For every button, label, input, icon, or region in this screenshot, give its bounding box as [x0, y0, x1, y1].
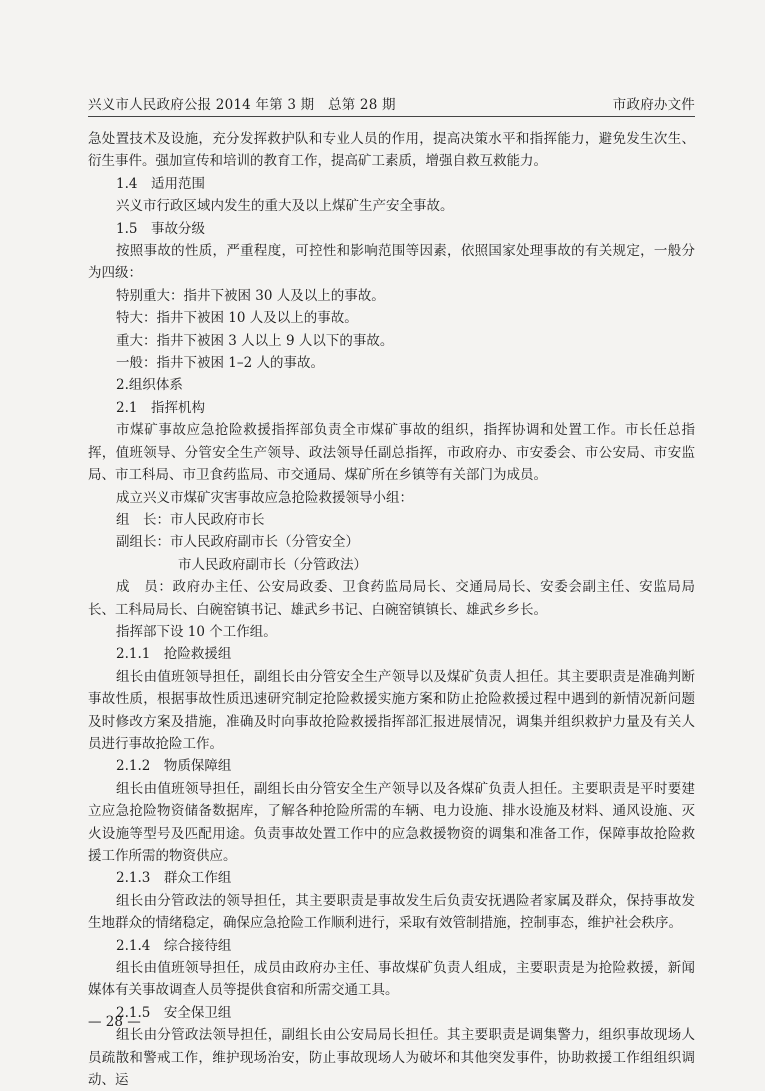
paragraph: 特别重大：指井下被困 30 人及以上的事故。 — [116, 287, 385, 304]
paragraph: 指挥部下设 10 个工作组。 — [116, 623, 277, 640]
paragraph: 组长由分管政法的领导担任，其主要职责是事故发生后负责安抚遇险者家属及群众，保持事故发生地群众的情绪稳定，确保应急抢险工作顺利进行，采取有效管制措施，控制事态，维护社会秩序。 — [88, 892, 695, 932]
paragraph: 市人民政府副市长（分管政法） — [178, 556, 367, 573]
paragraph: 2.1.2 物质保障组 — [116, 758, 232, 775]
paragraph: 兴义市行政区域内发生的重大及以上煤矿生产安全事故。 — [116, 198, 454, 215]
paragraph: 成立兴义市煤矿灾害事故应急抢险救援领导小组： — [116, 489, 413, 506]
paragraph: 组长由值班领导担任，副组长由分管安全生产领导以及煤矿负责人担任。其主要职责是准确判断事故性质，根据事故性质迅速研究制定抢险救援实施方案和防止抢险救援过程中遇到的新情况新问题及时修改方案及措施，准确及时向事故抢险救援指挥部汇报进展情况，调集并组织救护力量及有关人员进行事故抢险工作。 — [88, 668, 695, 752]
paragraph: 重大：指井下被困 3 人以上 9 人以下的事故。 — [116, 332, 394, 349]
paragraph: 2.组织体系 — [116, 377, 183, 394]
document-body — [88, 128, 695, 1091]
paragraph: 成 员：政府办主任、公安局政委、卫食药监局局长、交通局局长、安委会副主任、安监局局长、工科局局长、白碗窑镇书记、雄武乡书记、白碗窑镇镇长、雄武乡乡长。 — [88, 579, 695, 618]
header-section: 市政府办文件 — [612, 97, 695, 113]
paragraph: 2.1.3 群众工作组 — [116, 870, 232, 887]
paragraph: 按照事故的性质，严重程度，可控性和影响范围等因素，依照国家处理事故的有关规定，一般分为四级： — [88, 243, 695, 282]
paragraph: 组长由值班领导担任，成员由政府办主任、事故煤矿负责人组成，主要职责是为抢险救援，新闻媒体有关事故调查人员等提供食宿和所需交通工具。 — [88, 960, 695, 999]
paragraph: 一般：指井下被困 1–2 人的事故。 — [116, 355, 325, 372]
paragraph: 1.4 适用范围 — [116, 175, 205, 192]
paragraph: 组 长：市人民政府市长 — [116, 511, 265, 528]
paragraph: 1.5 事故分级 — [116, 220, 205, 237]
paragraph: 组长由分管政法领导担任，副组长由公安局局长担任。其主要职责是调集警力，组织事故现场人员疏散和警戒工作，维护现场治安，防止事故现场人为破坏和其他突发事件，协助救援工作组组织调动、运 — [88, 1027, 695, 1089]
paragraph: 特大：指井下被困 10 人及以上的事故。 — [116, 310, 358, 327]
page-number: — 28 — — [88, 1014, 141, 1030]
paragraph: 急处置技术及设施，充分发挥救护队和专业人员的作用，提高决策水平和指挥能力，避免发生次生、衍生事件。强加宣传和培训的教育工作，提高矿工素质，增强自救互救能力。 — [88, 131, 695, 170]
header-publication: 兴义市人民政府公报 2014 年第 3 期 总第 28 期 — [88, 97, 396, 113]
header-divider — [88, 116, 695, 117]
paragraph: 市煤矿事故应急抢险救援指挥部负责全市煤矿事故的组织，指挥协调和处置工作。市长任总指挥，值班领导、分管安全生产领导、政法领导任副总指挥，市政府办、市安委会、市公安局、市安监局、市工科局、市卫食药监局、市交通局、煤矿所在乡镇等有关部门为成员。 — [88, 422, 695, 484]
paragraph: 2.1.1 抢险救援组 — [116, 646, 232, 663]
paragraph: 副组长：市人民政府副市长（分管安全） — [116, 534, 359, 551]
paragraph: 2.1.5 安全保卫组 — [116, 1004, 232, 1021]
paragraph: 2.1.4 综合接待组 — [116, 937, 232, 954]
paragraph: 2.1 指挥机构 — [116, 399, 205, 416]
page-header — [88, 93, 695, 113]
paragraph: 组长由值班领导担任，副组长由分管安全生产领导以及各煤矿负责人担任。主要职责是平时要建立应急抢险物资储备数据库，了解各种抢险所需的车辆、电力设施、排水设施及材料、通风设施、灭火设施等型号及匹配用途。负责事故处置工作中的应急救援物资的调集和准备工作，保障事故抢险救援工作所需的物资供应。 — [88, 780, 695, 864]
